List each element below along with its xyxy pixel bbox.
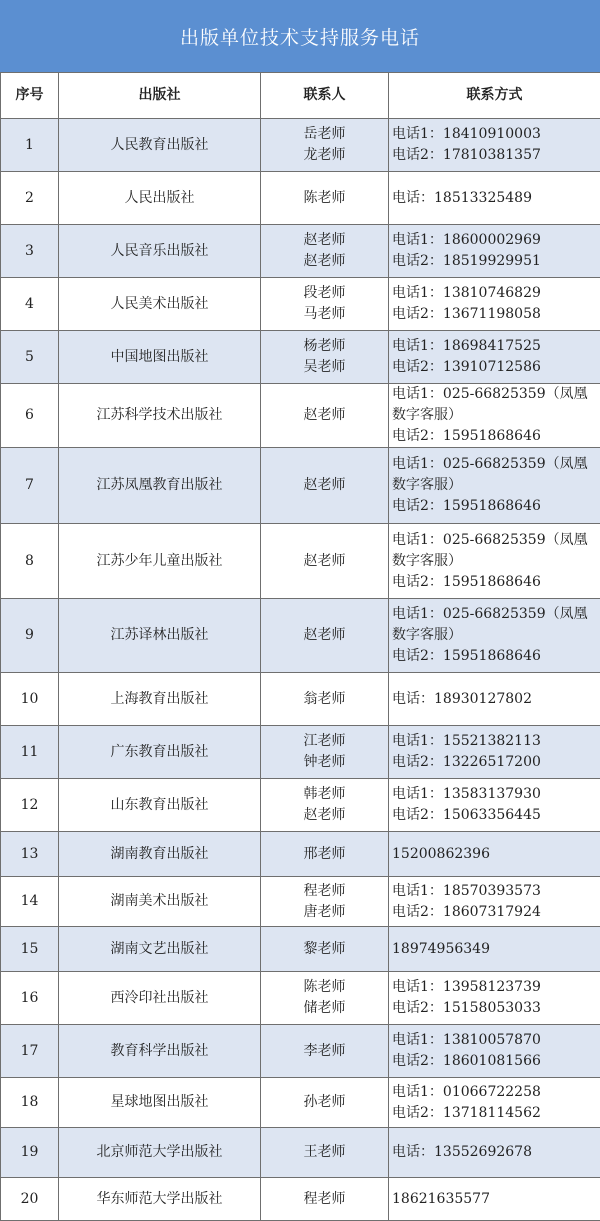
phone-number: 电话1：18570393573 xyxy=(392,881,600,902)
contact-method-cell xyxy=(389,331,600,384)
table-row xyxy=(1,384,600,448)
contact-person: 赵老师 xyxy=(261,230,388,251)
contact-person: 赵老师 xyxy=(261,551,388,572)
row-number: 8 xyxy=(1,524,59,599)
phone-number: 电话2：13718114562 xyxy=(392,1103,600,1124)
phone-number: 电话2：15951868646 xyxy=(392,496,600,517)
header-no: 序号 xyxy=(1,73,59,119)
publisher-name: 教育科学出版社 xyxy=(59,1025,261,1078)
contact-method-cell xyxy=(389,972,600,1025)
phone-number: 电话2：15158053033 xyxy=(392,998,600,1019)
publisher-name: 广东教育出版社 xyxy=(59,726,261,779)
contact-method-cell xyxy=(389,726,600,779)
contact-person-cell xyxy=(261,448,389,524)
contact-person-cell xyxy=(261,1128,389,1178)
table-row xyxy=(1,832,600,877)
row-number: 10 xyxy=(1,673,59,726)
row-number: 16 xyxy=(1,972,59,1025)
phone-number: 18621635577 xyxy=(392,1189,600,1210)
table-row xyxy=(1,1128,600,1178)
table-row xyxy=(1,726,600,779)
contact-person: 程老师 xyxy=(261,1189,388,1210)
publisher-support-table xyxy=(0,72,600,1221)
contact-person-cell xyxy=(261,832,389,877)
table-row xyxy=(1,599,600,673)
contact-person: 吴老师 xyxy=(261,357,388,378)
contact-person: 赵老师 xyxy=(261,805,388,826)
row-number: 2 xyxy=(1,172,59,225)
contact-person-cell xyxy=(261,1178,389,1221)
publisher-name: 华东师范大学出版社 xyxy=(59,1178,261,1221)
publisher-name: 上海教育出版社 xyxy=(59,673,261,726)
contact-person: 程老师 xyxy=(261,881,388,902)
contact-method-cell xyxy=(389,278,600,331)
table-row xyxy=(1,278,600,331)
contact-method-cell xyxy=(389,448,600,524)
contact-person: 岳老师 xyxy=(261,124,388,145)
contact-person: 马老师 xyxy=(261,304,388,325)
contact-method-cell xyxy=(389,172,600,225)
row-number: 7 xyxy=(1,448,59,524)
contact-method-cell xyxy=(389,599,600,673)
contact-method-cell xyxy=(389,927,600,972)
header-publisher: 出版社 xyxy=(59,73,261,119)
phone-number: 电话1：025-66825359（凤凰数字客服） xyxy=(392,530,600,572)
contact-person-cell xyxy=(261,599,389,673)
row-number: 20 xyxy=(1,1178,59,1221)
contact-person-cell xyxy=(261,119,389,172)
table-row xyxy=(1,673,600,726)
table-row xyxy=(1,172,600,225)
table-row xyxy=(1,877,600,927)
contact-person-cell xyxy=(261,225,389,278)
contact-person: 钟老师 xyxy=(261,752,388,773)
row-number: 17 xyxy=(1,1025,59,1078)
contact-person-cell xyxy=(261,779,389,832)
contact-person-cell xyxy=(261,877,389,927)
contact-person-cell xyxy=(261,172,389,225)
row-number: 1 xyxy=(1,119,59,172)
row-number: 13 xyxy=(1,832,59,877)
publisher-name: 西泠印社出版社 xyxy=(59,972,261,1025)
contact-person: 王老师 xyxy=(261,1142,388,1163)
phone-number: 电话1：13583137930 xyxy=(392,784,600,805)
table-body xyxy=(1,119,600,1221)
phone-number: 电话2：15063356445 xyxy=(392,805,600,826)
page-title: 出版单位技术支持服务电话 xyxy=(0,0,600,72)
contact-person-cell xyxy=(261,726,389,779)
publisher-name: 人民音乐出版社 xyxy=(59,225,261,278)
table-row xyxy=(1,972,600,1025)
publisher-name: 江苏少年儿童出版社 xyxy=(59,524,261,599)
contact-person: 赵老师 xyxy=(261,405,388,426)
contact-person: 李老师 xyxy=(261,1041,388,1062)
phone-number: 电话：18513325489 xyxy=(392,188,600,209)
publisher-name: 江苏科学技术出版社 xyxy=(59,384,261,448)
row-number: 11 xyxy=(1,726,59,779)
phone-number: 电话2：13226517200 xyxy=(392,752,600,773)
row-number: 14 xyxy=(1,877,59,927)
phone-number: 电话2：17810381357 xyxy=(392,145,600,166)
phone-number: 电话1：13810057870 xyxy=(392,1030,600,1051)
table-row xyxy=(1,1025,600,1078)
header-contact-person: 联系人 xyxy=(261,73,389,119)
row-number: 4 xyxy=(1,278,59,331)
contact-method-cell xyxy=(389,524,600,599)
publisher-name: 湖南教育出版社 xyxy=(59,832,261,877)
contact-person: 储老师 xyxy=(261,998,388,1019)
publisher-name: 山东教育出版社 xyxy=(59,779,261,832)
phone-number: 电话1：18698417525 xyxy=(392,336,600,357)
table-row xyxy=(1,1178,600,1221)
phone-number: 电话1：13810746829 xyxy=(392,283,600,304)
contact-person: 孙老师 xyxy=(261,1092,388,1113)
publisher-name: 星球地图出版社 xyxy=(59,1078,261,1128)
publisher-name: 人民美术出版社 xyxy=(59,278,261,331)
table-row xyxy=(1,119,600,172)
publisher-name: 湖南美术出版社 xyxy=(59,877,261,927)
phone-number: 电话1：18410910003 xyxy=(392,124,600,145)
row-number: 9 xyxy=(1,599,59,673)
contact-person: 陈老师 xyxy=(261,188,388,209)
contact-person-cell xyxy=(261,331,389,384)
row-number: 19 xyxy=(1,1128,59,1178)
phone-number: 电话1：025-66825359（凤凰数字客服） xyxy=(392,454,600,496)
phone-number: 电话2：13671198058 xyxy=(392,304,600,325)
table-row xyxy=(1,779,600,832)
phone-number: 电话2：18519929951 xyxy=(392,251,600,272)
publisher-name: 人民教育出版社 xyxy=(59,119,261,172)
row-number: 18 xyxy=(1,1078,59,1128)
contact-person: 唐老师 xyxy=(261,902,388,923)
phone-number: 电话1：13958123739 xyxy=(392,977,600,998)
phone-number: 电话1：025-66825359（凤凰数字客服） xyxy=(392,384,600,426)
publisher-name: 江苏凤凰教育出版社 xyxy=(59,448,261,524)
phone-number: 电话2：15951868646 xyxy=(392,572,600,593)
contact-person-cell xyxy=(261,673,389,726)
contact-method-cell xyxy=(389,384,600,448)
contact-method-cell xyxy=(389,877,600,927)
phone-number: 电话2：18607317924 xyxy=(392,902,600,923)
phone-number: 电话：13552692678 xyxy=(392,1142,600,1163)
contact-person: 段老师 xyxy=(261,283,388,304)
phone-number: 电话：18930127802 xyxy=(392,689,600,710)
contact-method-cell xyxy=(389,832,600,877)
contact-person: 龙老师 xyxy=(261,145,388,166)
row-number: 5 xyxy=(1,331,59,384)
contact-method-cell xyxy=(389,1078,600,1128)
publisher-name: 北京师范大学出版社 xyxy=(59,1128,261,1178)
phone-number: 15200862396 xyxy=(392,844,600,865)
table-row xyxy=(1,1078,600,1128)
contact-person: 黎老师 xyxy=(261,939,388,960)
contact-person: 赵老师 xyxy=(261,625,388,646)
contact-person-cell xyxy=(261,384,389,448)
publisher-name: 湖南文艺出版社 xyxy=(59,927,261,972)
contact-method-cell xyxy=(389,1178,600,1221)
phone-number: 电话2：15951868646 xyxy=(392,426,600,447)
contact-person: 杨老师 xyxy=(261,336,388,357)
contact-person: 赵老师 xyxy=(261,251,388,272)
contact-person-cell xyxy=(261,972,389,1025)
header-contact-method: 联系方式 xyxy=(389,73,600,119)
publisher-name: 中国地图出版社 xyxy=(59,331,261,384)
publisher-name: 江苏译林出版社 xyxy=(59,599,261,673)
contact-person: 江老师 xyxy=(261,731,388,752)
contact-person: 翁老师 xyxy=(261,689,388,710)
contact-method-cell xyxy=(389,225,600,278)
contact-person-cell xyxy=(261,1078,389,1128)
phone-number: 电话1：01066722258 xyxy=(392,1082,600,1103)
contact-person: 邢老师 xyxy=(261,844,388,865)
row-number: 15 xyxy=(1,927,59,972)
phone-number: 电话2：15951868646 xyxy=(392,646,600,667)
contact-method-cell xyxy=(389,673,600,726)
phone-number: 电话1：025-66825359（凤凰数字客服） xyxy=(392,604,600,646)
contact-person-cell xyxy=(261,278,389,331)
contact-person-cell xyxy=(261,1025,389,1078)
contact-method-cell xyxy=(389,1025,600,1078)
contact-method-cell xyxy=(389,1128,600,1178)
contact-person-cell xyxy=(261,927,389,972)
contact-person: 陈老师 xyxy=(261,977,388,998)
contact-person-cell xyxy=(261,524,389,599)
phone-number: 电话1：15521382113 xyxy=(392,731,600,752)
table-header-row xyxy=(1,73,600,119)
table-row xyxy=(1,331,600,384)
contact-person: 韩老师 xyxy=(261,784,388,805)
phone-number: 电话2：13910712586 xyxy=(392,357,600,378)
row-number: 3 xyxy=(1,225,59,278)
table-row xyxy=(1,927,600,972)
phone-number: 电话1：18600002969 xyxy=(392,230,600,251)
table-row xyxy=(1,524,600,599)
contact-method-cell xyxy=(389,119,600,172)
row-number: 12 xyxy=(1,779,59,832)
phone-number: 18974956349 xyxy=(392,939,600,960)
contact-person: 赵老师 xyxy=(261,475,388,496)
phone-number: 电话2：18601081566 xyxy=(392,1051,600,1072)
row-number: 6 xyxy=(1,384,59,448)
contact-method-cell xyxy=(389,779,600,832)
table-row xyxy=(1,448,600,524)
table-row xyxy=(1,225,600,278)
publisher-name: 人民出版社 xyxy=(59,172,261,225)
